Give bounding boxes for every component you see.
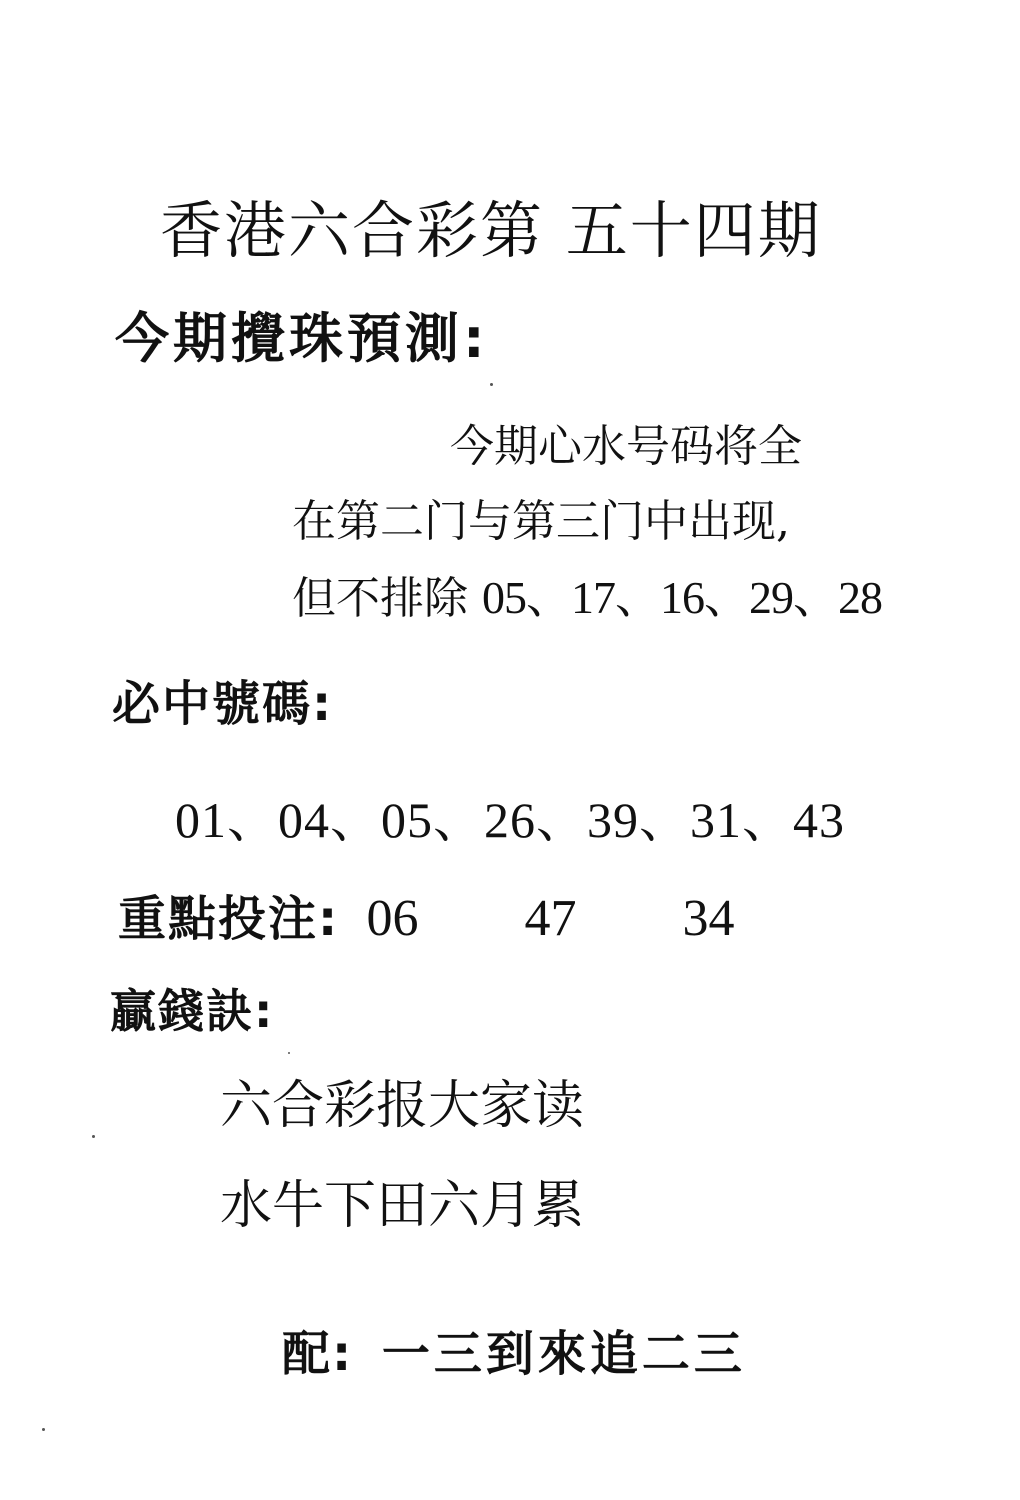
key-bet-numbers: 06 47 34 [366,890,735,947]
must-win-heading: 必中號碼: [112,676,334,732]
prediction-text-line-1: 今期心水号码将全 [450,421,802,472]
key-bet-row [118,890,735,947]
prediction-text-line-3 [292,572,882,624]
scan-speck [490,383,493,386]
must-win-numbers: 01、04、05、26、39、31、43 [175,792,845,848]
match-row [282,1326,746,1382]
prediction-exception-text: 但不排除 [292,573,468,624]
prediction-text-line-2: 在第二门与第三门中出现, [292,496,790,547]
formula-line-1: 六合彩报大家读 [220,1076,585,1136]
scan-speck [92,1135,95,1138]
prediction-heading: 今期攪珠預測: [115,307,489,370]
prediction-exception-numbers: 05、17、16、29、28 [482,572,882,623]
scan-speck [288,1052,290,1054]
match-label: 配: [282,1326,354,1382]
key-bet-label: 重點投注: [118,891,340,947]
scan-speck [42,1428,45,1431]
page-title: 香港六合彩第 五十四期 [160,194,822,267]
formula-heading: 贏錢訣: [110,984,275,1038]
match-value: 一三到來追二三 [381,1326,746,1382]
formula-line-2: 水牛下田六月累 [220,1176,585,1236]
